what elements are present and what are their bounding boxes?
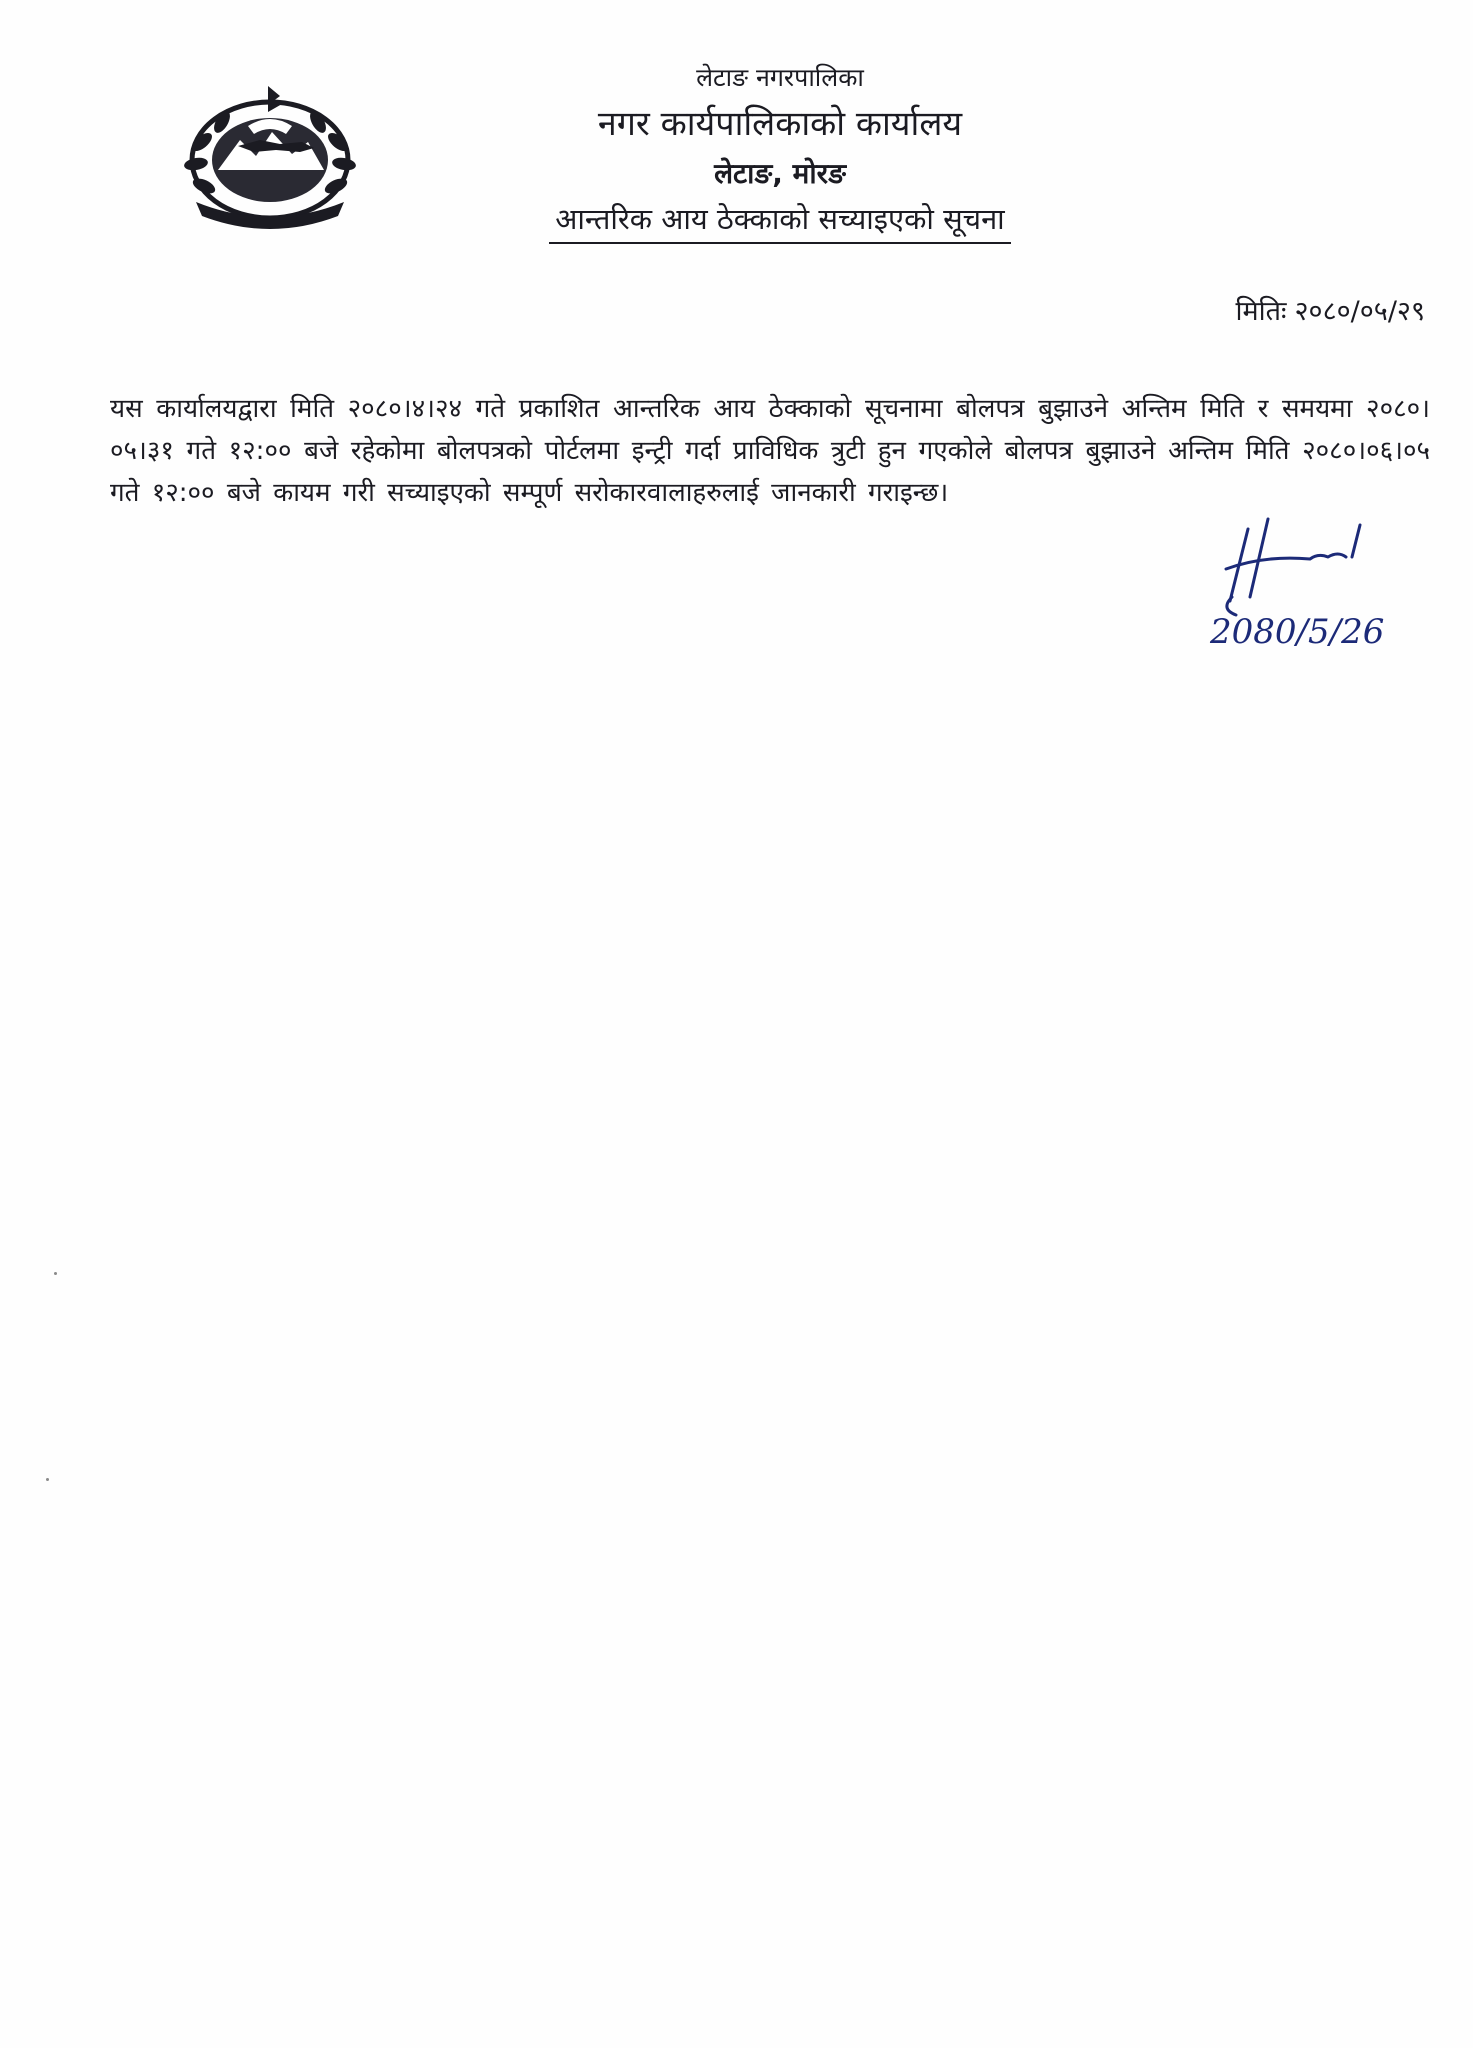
- handwritten-signature: [1190, 505, 1420, 660]
- notice-body: यस कार्यालयद्वारा मिति २०८०।४।२४ गते प्रकाशित आन्तरिक आय ठेक्काको सूचनामा बोलपत्र बुझाउने अन्तिम मिति र समयमा २०८०।०५।३१ गते १२:०० बजे रहेकोमा बोलपत्रको पोर्टलमा इन्ट्री गर्दा प्राविधिक त्रुटी हुन गएकोले बोलपत्र बुझाउने अन्तिम मिति २०८०।०६।०५ गते १२:०० बजे कायम गरी सच्याइएको सम्पूर्ण सरोकारवालाहरुलाई जानकारी गराइन्छ।: [110, 394, 1430, 508]
- office-name: नगर कार्यपालिकाको कार्यालय: [597, 104, 963, 144]
- signature-date: 2080/5/26: [1210, 612, 1385, 652]
- nepal-government-emblem: [168, 82, 373, 230]
- scan-speck: [46, 1478, 49, 1481]
- date-value: २०८०/०५/२९: [1294, 296, 1425, 327]
- office-location: लेटाङ, मोरङ: [714, 157, 846, 190]
- flag-shape: [268, 86, 282, 112]
- date-label: मितिः: [1235, 296, 1287, 327]
- municipality-name: लेटाङ नगरपालिका: [696, 63, 864, 92]
- notice-date: [1236, 292, 1426, 332]
- letterhead: [420, 58, 1140, 244]
- notice-title: आन्तरिक आय ठेक्काको सच्याइएको सूचना: [549, 198, 1010, 244]
- scan-speck: [54, 1272, 57, 1275]
